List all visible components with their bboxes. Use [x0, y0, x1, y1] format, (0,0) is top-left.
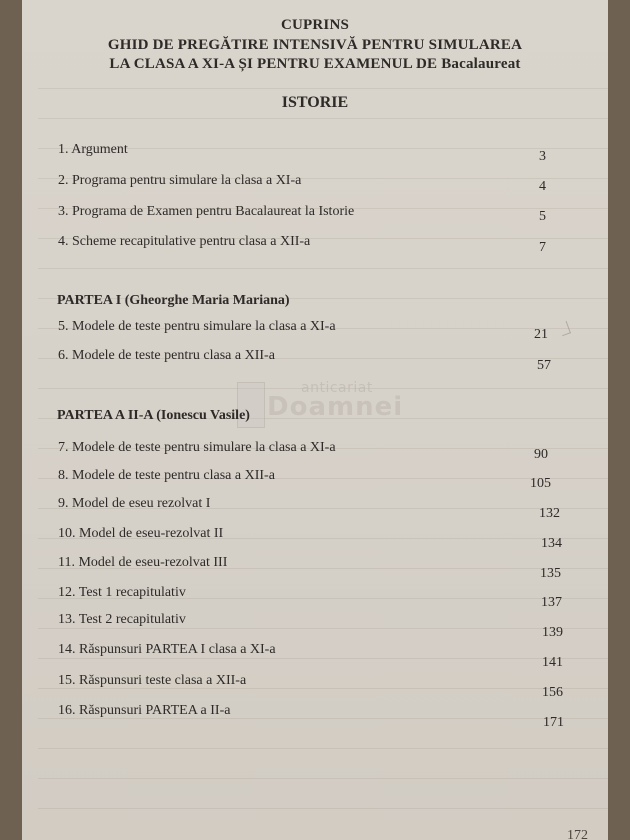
pencil-mark	[558, 321, 571, 336]
document-page	[22, 0, 608, 840]
toc-entry-page: 135	[540, 566, 561, 581]
toc-entry-label: 16. Răspunsuri PARTEA a II-a	[58, 703, 231, 718]
toc-entry-label: 13. Test 2 recapitulativ	[58, 612, 186, 627]
toc-entry-label: 1. Argument	[58, 142, 128, 157]
toc-entry-page: 137	[541, 595, 562, 610]
toc-entry-label: 6. Modele de teste pentru clasa a XII-a	[58, 348, 275, 363]
header-subtitle-line2: LA CLASA A XI-A ȘI PENTRU EXAMENUL DE Bacalaureat	[109, 56, 521, 72]
toc-entry-page: 134	[541, 536, 562, 551]
toc-entry-label: 15. Răspunsuri teste clasa a XII-a	[58, 673, 247, 688]
toc-entry-label: 8. Modele de teste pentru clasa a XII-a	[58, 468, 275, 483]
toc-entry-label: 14. Răspunsuri PARTEA I clasa a XI-a	[58, 642, 276, 657]
watermark-text-top: anticariat	[301, 380, 373, 396]
toc-entry-label: 10. Model de eseu-rezolvat II	[58, 526, 224, 541]
toc-entry-label: 4. Scheme recapitulative pentru clasa a XII-a	[58, 234, 311, 249]
toc-entry-label: 5. Modele de teste pentru simulare la clasa a XI-a	[58, 319, 336, 334]
toc-entry-label: 12. Test 1 recapitulativ	[58, 585, 186, 600]
toc-entry-page: 5	[539, 209, 546, 224]
section-heading-part1: PARTEA I (Gheorghe Maria Mariana)	[57, 293, 290, 308]
toc-entry-page: 141	[542, 655, 563, 670]
toc-entry-page: 156	[542, 685, 563, 700]
toc-entry-label: 3. Programa de Examen pentru Bacalaureat la Istorie	[58, 204, 355, 219]
toc-entry-label: 7. Modele de teste pentru simulare la clasa a XI-a	[58, 440, 336, 455]
watermark-logo	[237, 378, 407, 434]
toc-entry-label: 11. Model de eseu-rezolvat III	[58, 555, 228, 570]
section-heading-part2: PARTEA A II-A (Ionescu Vasile)	[57, 408, 250, 423]
toc-entry-label: 9. Model de eseu rezolvat I	[58, 496, 211, 511]
toc-entry-page: 171	[543, 715, 564, 730]
watermark-text-bottom: Doamnei	[267, 392, 404, 422]
toc-entry-page: 21	[534, 327, 548, 342]
toc-entry-page: 57	[537, 358, 551, 373]
header-title: CUPRINS	[280, 17, 350, 33]
header-subtitle-line1: GHID DE PREGĂTIRE INTENSIVĂ PENTRU SIMULAREA	[107, 37, 523, 53]
subject-title: ISTORIE	[281, 94, 349, 111]
toc-entry-page: 105	[530, 476, 551, 491]
toc-entry-page: 139	[542, 625, 563, 640]
toc-entry-page: 7	[539, 240, 546, 255]
toc-entry-label: 2. Programa pentru simulare la clasa a XI-a	[58, 173, 302, 188]
toc-entry-page: 132	[539, 506, 560, 521]
toc-entry-page: 3	[539, 149, 546, 164]
toc-entry-page: 90	[534, 447, 548, 462]
footer-page-number: 172	[567, 828, 588, 840]
toc-entry-page: 4	[539, 179, 546, 194]
